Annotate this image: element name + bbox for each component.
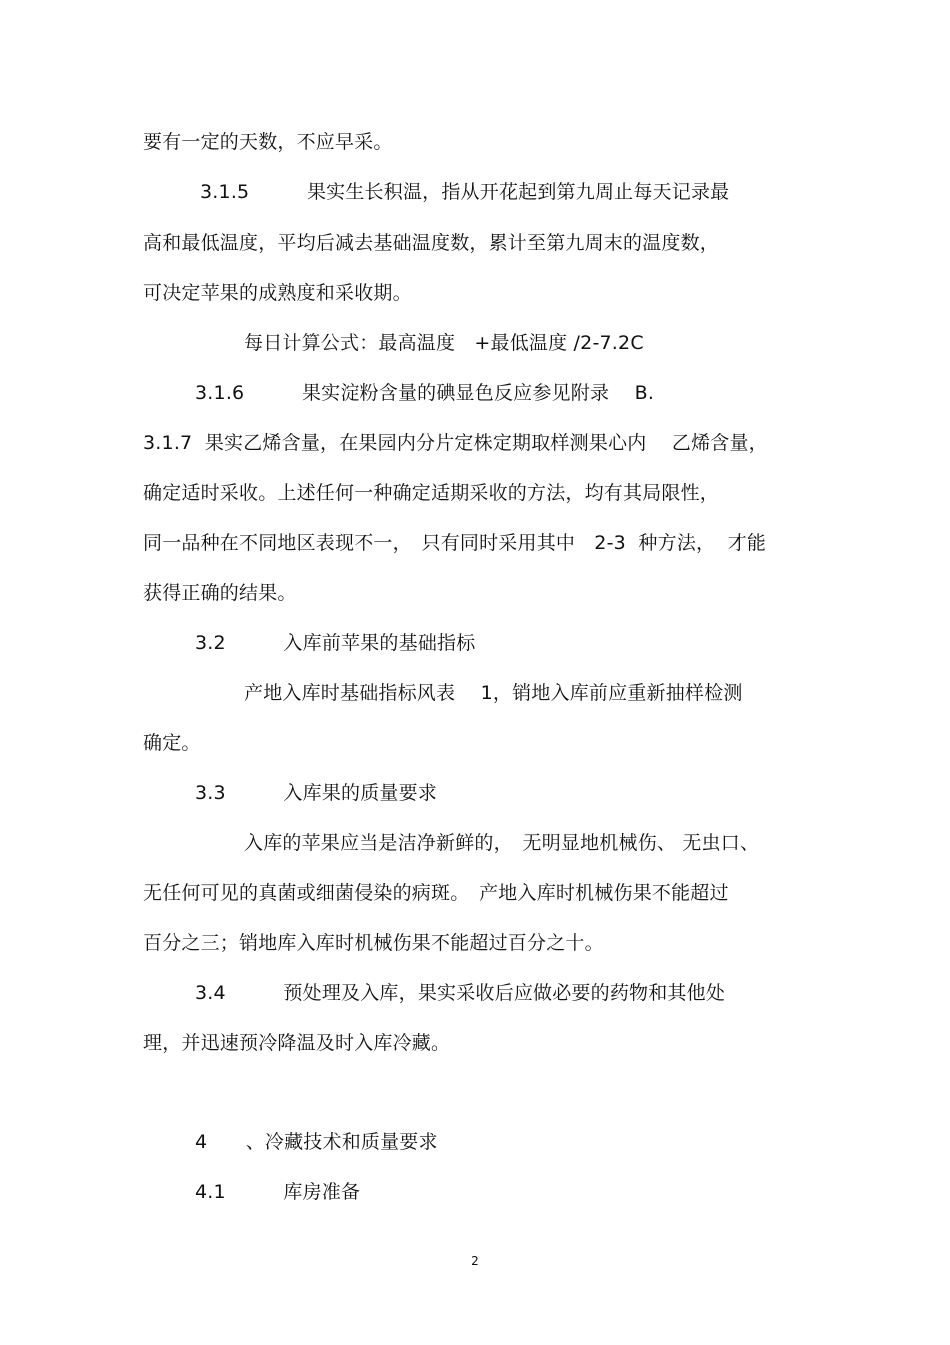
text-line: 同一品种在不同地区表现不一， 只有同时采用其中 2-3 种方法， 才能 [143,532,767,554]
text-line: 获得正确的结果。 [143,582,297,604]
text-line: 确定适时采收。上述任何一种确定适期采收的方法，均有其局限性， [143,482,720,504]
text-line: 理，并迅速预冷降温及时入库冷藏。 [143,1032,451,1054]
section-3-1-5: 3.1.5 果实生长积温，指从开花起到第九周止每天记录最 [200,181,730,203]
section-3-3: 3.3 入库果的质量要求 [195,782,438,804]
section-3-1-6: 3.1.6 果实淀粉含量的碘显色反应参见附录 B. [195,382,655,404]
section-3-4: 3.4 预处理及入库，果实采收后应做必要的药物和其他处 [195,982,726,1004]
section-3-1-7: 3.1.7 果实乙烯含量，在果园内分片定株定期取样测果心内 乙烯含量， [143,432,768,454]
text-line: 百分之三；销地库入库时机械伤果不能超过百分之十。 [143,932,604,954]
text-line: 无任何可见的真菌或细菌侵染的病斑。 产地入库时机械伤果不能超过 [143,882,729,904]
text-line: 产地入库时基础指标风表 1，销地入库前应重新抽样检测 [244,682,743,704]
text-line: 入库的苹果应当是洁净新鲜的， 无明显地机械伤、 无虫口、 [244,832,760,854]
text-line: 高和最低温度，平均后减去基础温度数，累计至第九周末的温度数， [143,232,720,254]
section-3-2: 3.2 入库前苹果的基础指标 [195,632,476,654]
page-number: 2 [471,1254,479,1268]
text-line: 可决定苹果的成熟度和采收期。 [143,282,412,304]
formula-line: 每日计算公式：最高温度 +最低温度 /2-7.2C [244,332,644,354]
text-line: 确定。 [143,732,201,754]
section-4-1: 4.1 库房准备 [195,1181,361,1203]
section-4-heading: 4 、冷藏技术和质量要求 [195,1131,438,1153]
text-line: 要有一定的天数，不应早采。 [143,131,393,153]
